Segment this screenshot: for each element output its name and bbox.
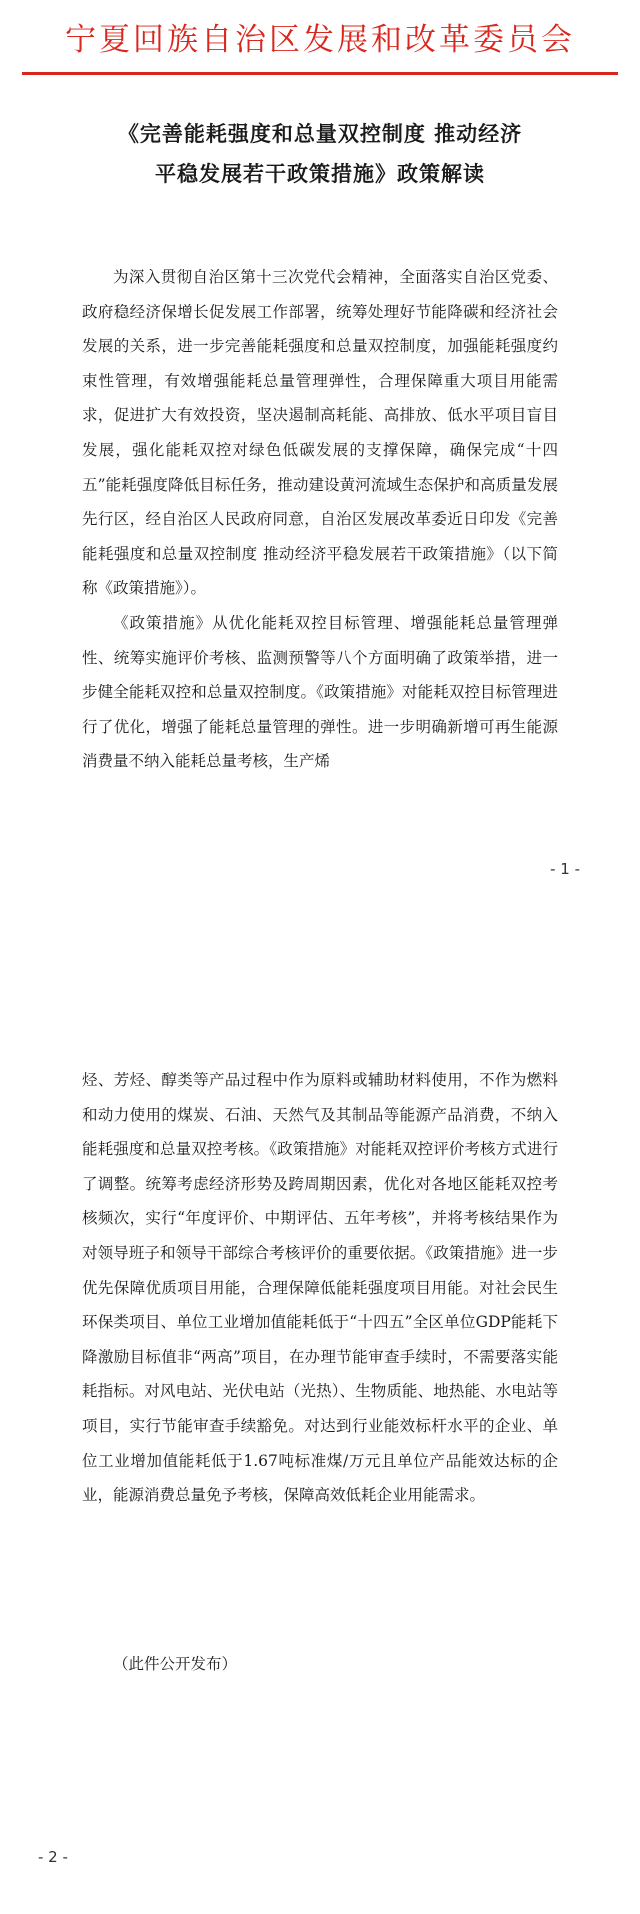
document-title-line-2: 平稳发展若干政策措施》政策解读 bbox=[155, 162, 485, 186]
body-paragraph: 《政策措施》从优化能耗双控目标管理、增强能耗总量管理弹性、统筹实施评价考核、监测预警等八个方面明确了政策举措，进一步健全能耗双控和总量双控制度。《政策措施》对能耗双控目标管理进行了优化，增强了能耗总量管理的弹性。进一步明确新增可再生能源消费量不纳入能耗总量考核，生产烯 bbox=[82, 613, 558, 771]
page-1-body bbox=[82, 260, 558, 779]
release-note: （此件公开发布） bbox=[113, 1655, 238, 1673]
body-paragraph: 烃、芳烃、醇类等产品过程中作为原料或辅助材料使用，不作为燃料和动力使用的煤炭、石油、天然气及其制品等能源产品消费，不纳入能耗强度和总量双控考核。《政策措施》对能耗双控评价考核方式进行了调整。统筹考虑经济形势及跨周期因素，优化对各地区能耗双控考核频次，实行“年度评价、中期评估、五年考核”，并将考核结果作为对领导班子和领导干部综合考核评价的重要依据。《政策措施》进一步优先保障优质项目用能，合理保障低能耗强度项目用能。对社会民生环保类项目、单位工业增加值能耗低于“十四五”全区单位GDP能耗下降激励目标值非“两高”项目，在办理节能审查手续时，不需要落实能耗指标。对风电站、光伏电站（光热）、生物质能、地热能、水电站等项目，实行节能审查手续豁免。对达到行业能效标杆水平的企业、单位工业增加值能耗低于1.67吨标准煤/万元且单位产品能效达标的企业，能源消费总量免予考核，保障高效低耗企业用能需求。 bbox=[82, 1071, 558, 1505]
body-paragraph: 为深入贯彻自治区第十三次党代会精神，全面落实自治区党委、政府稳经济保增长促发展工作部署，统筹处理好节能降碳和经济社会发展的关系，进一步完善能耗强度和总量双控制度，加强能耗强度约束性管理，有效增强能耗总量管理弹性，合理保障重大项目用能需求，促进扩大有效投资，坚决遏制高耗能、高排放、低水平项目盲目发展，强化能耗双控对绿色低碳发展的支撑保障，确保完成“十四五”能耗强度降低目标任务，推动建设黄河流域生态保护和高质量发展先行区，经自治区人民政府同意，自治区发展改革委近日印发《完善能耗强度和总量双控制度 推动经济平稳发展若干政策措施》（以下简称《政策措施》）。 bbox=[82, 268, 558, 598]
page-number: - 2 - bbox=[38, 1848, 68, 1866]
document-title bbox=[60, 114, 580, 194]
page-number: - 1 - bbox=[550, 860, 580, 878]
page-2-body bbox=[82, 1063, 558, 1513]
issuing-organization-header: 宁夏回族自治区发展和改革委员会 bbox=[65, 22, 575, 58]
document-title-line-1: 《完善能耗强度和总量双控制度 推动经济 bbox=[117, 122, 523, 146]
document-page-2 bbox=[0, 980, 640, 1914]
header-red-rule bbox=[22, 72, 618, 75]
